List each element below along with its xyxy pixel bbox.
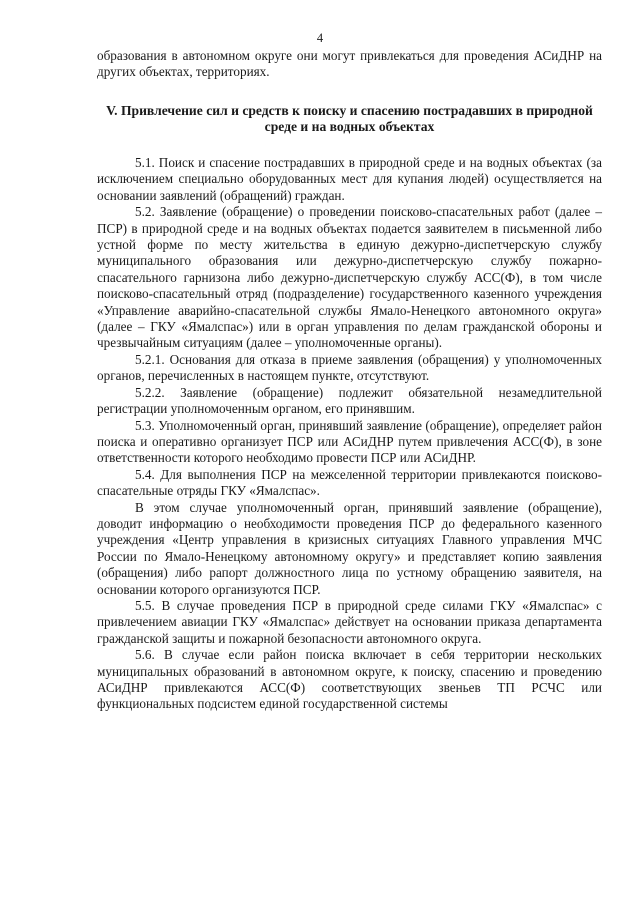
document-body bbox=[97, 48, 602, 713]
paragraph-5-4: 5.4. Для выполнения ПСР на межселенной территории привлекаются поисково-спасательные отряды ГКУ «Ямалспас». bbox=[97, 466, 602, 499]
paragraph-5-4-continued: В этом случае уполномоченный орган, принявший заявление (обращение), доводит информацию о необходимости проведения ПСР до федерального казенного учреждения «Центр управления в кризисных ситуациях Главного управления МЧС России по Ямало-Ненецкому автономному округу» и представляет копию заявления (обращения) либо рапорт должностного лица по устному обращению заявителя, на основании которого организуются ПСР. bbox=[97, 499, 602, 597]
section-heading: V. Привлечение сил и средств к поиску и спасению пострадавших в природной среде и на водных объектах bbox=[106, 102, 593, 135]
page-number: 4 bbox=[316, 31, 324, 45]
intro-paragraph: образования в автономном округе они могут привлекаться для проведения АСиДНР на других объектах, территориях. bbox=[97, 48, 602, 80]
paragraph-5-5: 5.5. В случае проведения ПСР в природной среде силами ГКУ «Ямалспас» с привлечением авиации ГКУ «Ямалспас» действует на основании приказа департамента гражданской защиты и пожарной безопасности автономного округа. bbox=[97, 597, 602, 646]
paragraph-5-6: 5.6. В случае если район поиска включает в себя территории нескольких муниципальных образований в автономном округе, к поиску, спасению и проведению АСиДНР привлекаются АСС(Ф) соответствующих звеньев ТП РСЧС или функциональных подсистем единой государственной системы bbox=[97, 647, 602, 712]
paragraph-5-2-2: 5.2.2. Заявление (обращение) подлежит обязательной незамедлительной регистрации уполномоченным органом, его принявшим. bbox=[97, 384, 602, 417]
paragraph-5-2-1: 5.2.1. Основания для отказа в приеме заявления (обращения) у уполномоченных органов, перечисленных в настоящем пункте, отсутствуют. bbox=[97, 351, 602, 384]
paragraph-5-2: 5.2. Заявление (обращение) о проведении поисково-спасательных работ (далее – ПСР) в природной среде и на водных объектах подается заявителем в письменной либо устной форме по месту жительства в единую дежурно-диспетчерскую службу муниципального образования или дежурно-диспетчерскую службу пожарно-спасательного гарнизона либо дежурно-диспетчерскую службу АСС(Ф), в том числе поисково-спасательный отряд (подразделение) государственного казенного учреждения «Управление аварийно-спасательной службы Ямало-Ненецкого автономного округа» (далее – ГКУ «Ямалспас») или в орган управления по делам гражданской обороны и чрезвычайным ситуациям (далее – уполномоченные органы). bbox=[97, 204, 602, 351]
paragraph-5-3: 5.3. Уполномоченный орган, принявший заявление (обращение), определяет район поиска и оперативно организует ПСР или АСиДНР путем привлечения АСС(Ф), в зоне ответственности которого необходимо провести ПСР или АСиДНР. bbox=[97, 417, 602, 466]
paragraph-5-1: 5.1. Поиск и спасение пострадавших в природной среде и на водных объектах (за исключением специально оборудованных мест для купания людей) осуществляется на основании заявлений (обращений) граждан. bbox=[97, 155, 602, 203]
